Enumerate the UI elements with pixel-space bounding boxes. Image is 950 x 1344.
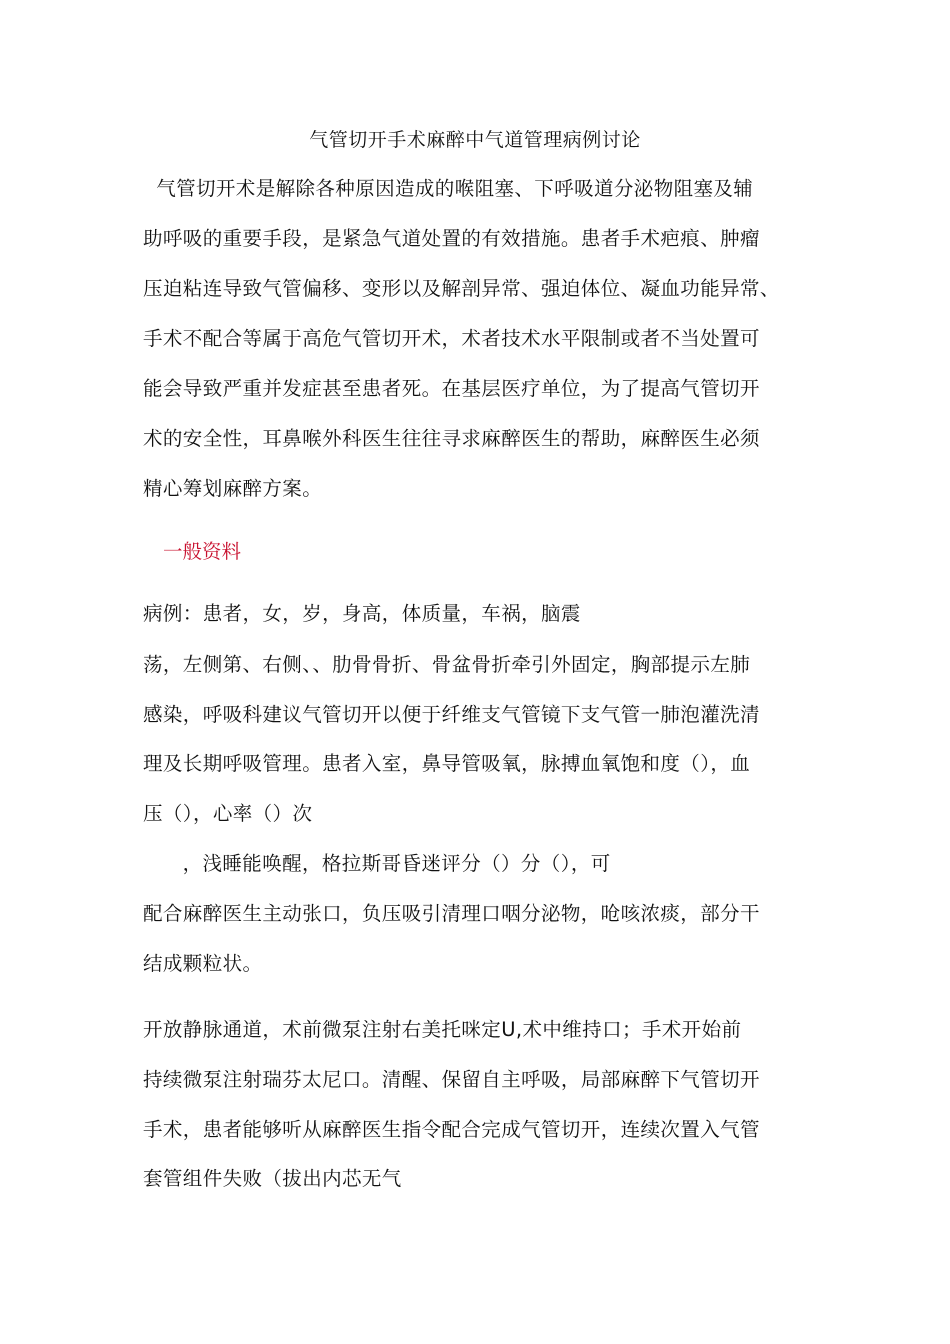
case-line: 理及长期呼吸管理。患者入室，鼻导管吸氧，脉搏血氧饱和度（），血 — [143, 752, 751, 775]
intro-line: 术的安全性，耳鼻喉外科医生往往寻求麻醉医生的帮助，麻醉医生必须 — [143, 427, 760, 450]
case-line: 结成颗粒状。 — [143, 952, 263, 975]
page-title: 气管切开手术麻醉中气道管理病例讨论 — [309, 129, 641, 151]
treatment-line: 开放静脉通道，术前微泵注射右美托咪定U,术中维持口；手术开始前 — [143, 1018, 742, 1041]
intro-line: 精心筹划麻醉方案。 — [143, 477, 323, 500]
treatment-line: 手术，患者能够听从麻醉医生指令配合完成气管切开，连续次置入气管 — [143, 1118, 760, 1141]
case-line: 感染，呼吸科建议气管切开以便于纤维支气管镜下支气管一肺泡灌洗清 — [143, 703, 760, 726]
intro-line: 气管切开术是解除各种原因造成的喉阻塞、下呼吸道分泌物阻塞及辅 — [143, 177, 754, 200]
intro-line: 助呼吸的重要手段，是紧急气道处置的有效措施。患者手术疤痕、肿瘤 — [143, 227, 760, 250]
case-line: 压（），心率（）次 — [143, 802, 313, 825]
intro-line: 能会导致严重并发症甚至患者死。在基层医疗单位，为了提高气管切开 — [143, 377, 760, 400]
case-line: 荡，左侧第、右侧、、肋骨骨折、骨盆骨折牵引外固定，胸部提示左肺 — [143, 653, 751, 676]
case-line: 配合麻醉医生主动张口，负压吸引清理口咽分泌物，呛咳浓痰，部分干 — [143, 902, 760, 925]
section-heading: 一般资料 — [163, 540, 242, 563]
intro-line: 压迫粘连导致气管偏移、变形以及解剖异常、强迫体位、凝血功能异常、 — [143, 277, 780, 300]
case-line: 病例：患者，女，岁，身高，体质量，车祸，脑震 — [143, 602, 581, 625]
treatment-line: 套管组件失败（拔出内芯无气 — [143, 1167, 402, 1190]
case-line: ，浅睡能唤醒，格拉斯哥昏迷评分（）分（），可 — [143, 852, 611, 875]
intro-line: 手术不配合等属于高危气管切开术，术者技术水平限制或者不当处置可 — [143, 327, 760, 350]
treatment-line: 持续微泵注射瑞芬太尼口。清醒、保留自主呼吸，局部麻醉下气管切开 — [143, 1068, 760, 1091]
